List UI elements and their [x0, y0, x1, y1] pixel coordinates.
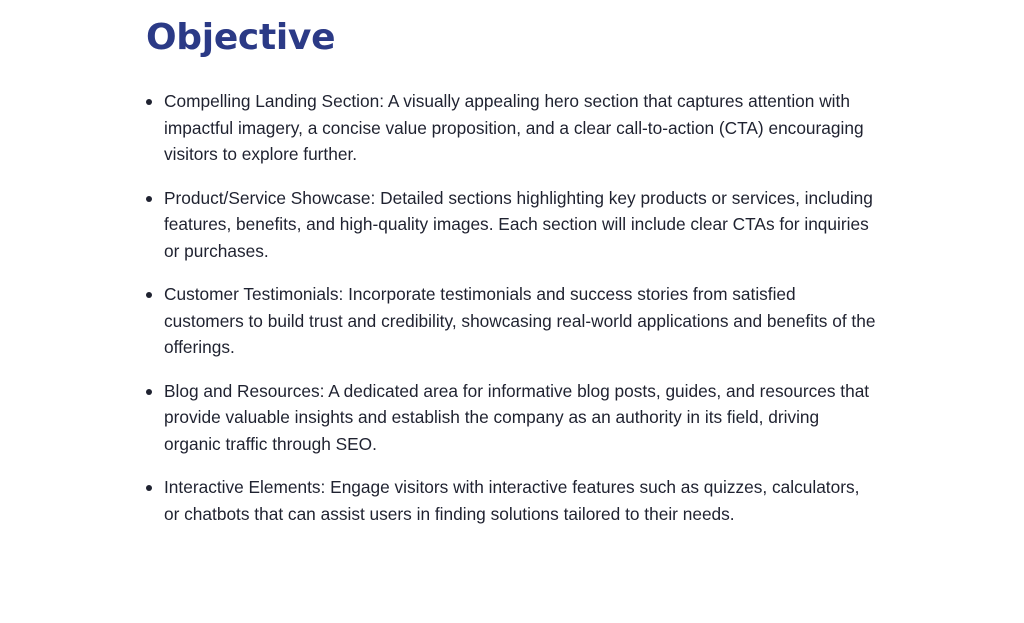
- list-item-landing-section: [146, 88, 876, 168]
- list-item-text: Compelling Landing Section: A visually appealing hero section that captures attention with impactful imagery, a concise value proposition, and a clear call-to-action (CTA) encouraging visitors to explore further.: [164, 91, 864, 164]
- list-item-interactive-elements: [146, 474, 876, 527]
- objective-section: [146, 12, 876, 544]
- list-item-product-showcase: [146, 185, 876, 265]
- bullet-icon: [146, 485, 152, 491]
- list-item-customer-testimonials: [146, 281, 876, 361]
- section-title: Objective: [146, 17, 336, 58]
- bullet-icon: [146, 292, 152, 298]
- list-item-text: Blog and Resources: A dedicated area for informative blog posts, guides, and resources that provide valuable insights and establish the company as an authority in its field, driving organic traffic through SEO.: [164, 380, 870, 454]
- list-item-text: Customer Testimonials: Incorporate testimonials and success stories from satisfied customers to build trust and credibility, showcasing real-world applications and benefits of the offerings.: [164, 284, 876, 357]
- bullet-icon: [146, 196, 152, 202]
- bullet-icon: [146, 99, 152, 105]
- bullet-icon: [146, 389, 152, 395]
- list-item-text: Interactive Elements: Engage visitors with interactive features such as quizzes, calculators, or chatbots that can assist users in finding solutions tailored to their needs.: [164, 477, 860, 524]
- objective-list: [146, 88, 876, 527]
- list-item-blog-resources: [146, 378, 876, 458]
- list-item-text: Product/Service Showcase: Detailed sections highlighting key products or services, including features, benefits, and high-quality images. Each section will include clear CTAs for inquiries or purchases.: [164, 187, 873, 261]
